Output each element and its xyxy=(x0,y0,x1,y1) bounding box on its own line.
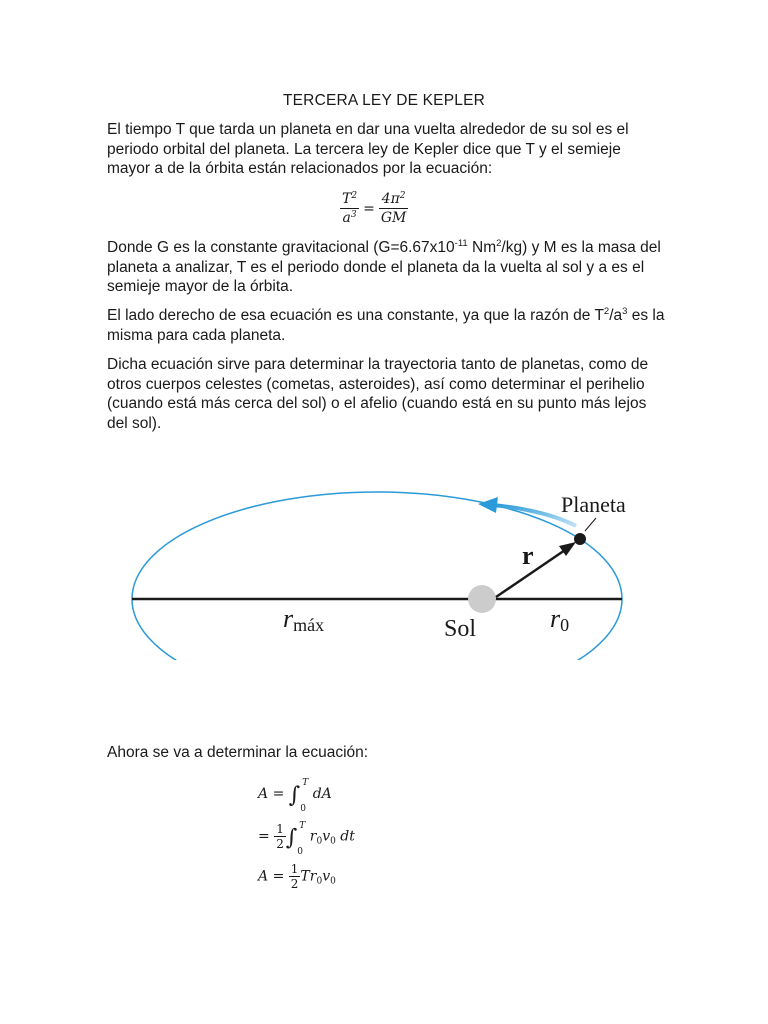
eq2-frac-den: 2 xyxy=(276,837,284,851)
r0-label xyxy=(550,604,569,635)
paragraph3-exponent-1: 2 xyxy=(603,306,610,317)
area-equation-3 xyxy=(258,862,336,891)
radius-label: r xyxy=(522,541,534,570)
lhs-denominator: a xyxy=(342,210,351,226)
eq2-r: r xyxy=(309,828,317,845)
eq1-equals: = xyxy=(272,786,285,802)
planet-dot xyxy=(574,533,586,545)
eq2-lower-limit: 0 xyxy=(297,846,304,857)
eq3-v-sub: 0 xyxy=(330,876,336,887)
area-equation-1 xyxy=(258,778,332,814)
orbit-arrowhead xyxy=(478,497,498,513)
paragraph2-text-1: Donde G es la constante gravitacional (G=6.67x10 xyxy=(107,239,455,256)
rhs-numerator-exponent: 2 xyxy=(399,191,406,201)
kepler-equation xyxy=(340,190,408,227)
eq1-integrand: dA xyxy=(312,786,332,802)
paragraph-constants xyxy=(107,238,667,297)
document-title: TERCERA LEY DE KEPLER xyxy=(282,92,486,109)
sun-circle xyxy=(468,585,496,613)
rmax-label xyxy=(283,604,324,635)
eq2-dt: dt xyxy=(340,828,355,845)
eq3-v: v xyxy=(322,868,331,885)
lhs-numerator: T xyxy=(342,191,352,207)
paragraph-constant-ratio xyxy=(107,306,667,345)
eq2-upper-limit: T xyxy=(299,820,306,831)
eq2-r-sub: 0 xyxy=(316,836,323,847)
eq2-frac-num: 1 xyxy=(276,822,284,836)
eq2-integral-sign: ∫ xyxy=(285,825,298,851)
eq1-lhs: A xyxy=(258,786,269,802)
paragraph2-exponent-2: 2 xyxy=(496,238,502,249)
paragraph2-text-2: Nm xyxy=(467,239,497,256)
rhs-denominator: GM xyxy=(380,210,407,226)
eq2-fraction xyxy=(274,822,286,851)
paragraph2-text-3: /kg) y M es la masa del planeta a analizar, T es el periodo donde el planeta da la vuelta al sol y a es el semieje mayor de la órbita. xyxy=(107,239,661,295)
eq3-frac-num: 1 xyxy=(290,862,299,876)
eq3-lhs: A xyxy=(258,868,269,885)
r0-letter: r xyxy=(550,604,561,633)
rhs-numerator: 4π xyxy=(381,191,400,207)
eq3-T: T xyxy=(300,868,310,885)
eq3-fraction xyxy=(289,862,301,891)
eq3-r-sub: 0 xyxy=(316,876,323,887)
eq3-frac-den: 2 xyxy=(290,877,299,891)
eq1-lower-limit: 0 xyxy=(300,804,306,814)
eq1-integral-sign: ∫ xyxy=(288,783,301,808)
sun-label: Sol xyxy=(444,616,477,642)
eq3-r: r xyxy=(309,868,317,885)
rmax-letter: r xyxy=(283,604,294,633)
kepler-lhs-fraction xyxy=(340,190,359,227)
paragraph-determine-equation: Ahora se va a determinar la ecuación: xyxy=(107,744,369,761)
r0-subscript: 0 xyxy=(560,615,570,635)
kepler-rhs-fraction xyxy=(379,190,409,227)
eq2-equals: = xyxy=(258,828,270,845)
paragraph2-exponent-1: -11 xyxy=(454,238,468,249)
planet-label-pointer xyxy=(585,518,596,531)
paragraph-applications: Dicha ecuación sirve para determinar la trayectoria tanto de planetas, como de otros cuerpos celestes (cometas, asteroides), así como determinar el perihelio (cuando está más cerca del sol) o el afelio (cuando está en su punto más lejos del sol). xyxy=(107,356,649,432)
eq2-v: v xyxy=(322,828,331,845)
lhs-denominator-exponent: 3 xyxy=(350,210,357,220)
rmax-subscript: máx xyxy=(293,615,325,635)
area-equation-2 xyxy=(258,820,355,857)
paragraph-kepler-intro: El tiempo T que tarda un planeta en dar una vuelta alrededor de su sol es el periodo orbital del planeta. La tercera ley de Kepler dice que T y el semieje mayor a de la órbita están relacionados por la ecuación: xyxy=(107,121,629,177)
paragraph3-text-2: /a xyxy=(609,307,623,324)
lhs-numerator-exponent: 2 xyxy=(351,191,358,201)
planet-label: Planeta xyxy=(561,492,626,517)
paragraph3-text-1: El lado derecho de esa ecuación es una constante, ya que la razón de T xyxy=(107,307,604,324)
eq2-v-sub: 0 xyxy=(330,836,336,847)
eq1-upper-limit: T xyxy=(302,778,309,788)
paragraph3-text-3: es la misma para cada planeta. xyxy=(107,307,665,344)
orbit-diagram xyxy=(120,480,640,660)
equals-sign: = xyxy=(363,200,375,217)
eq3-equals: = xyxy=(272,868,285,885)
paragraph3-exponent-2: 3 xyxy=(622,306,628,317)
